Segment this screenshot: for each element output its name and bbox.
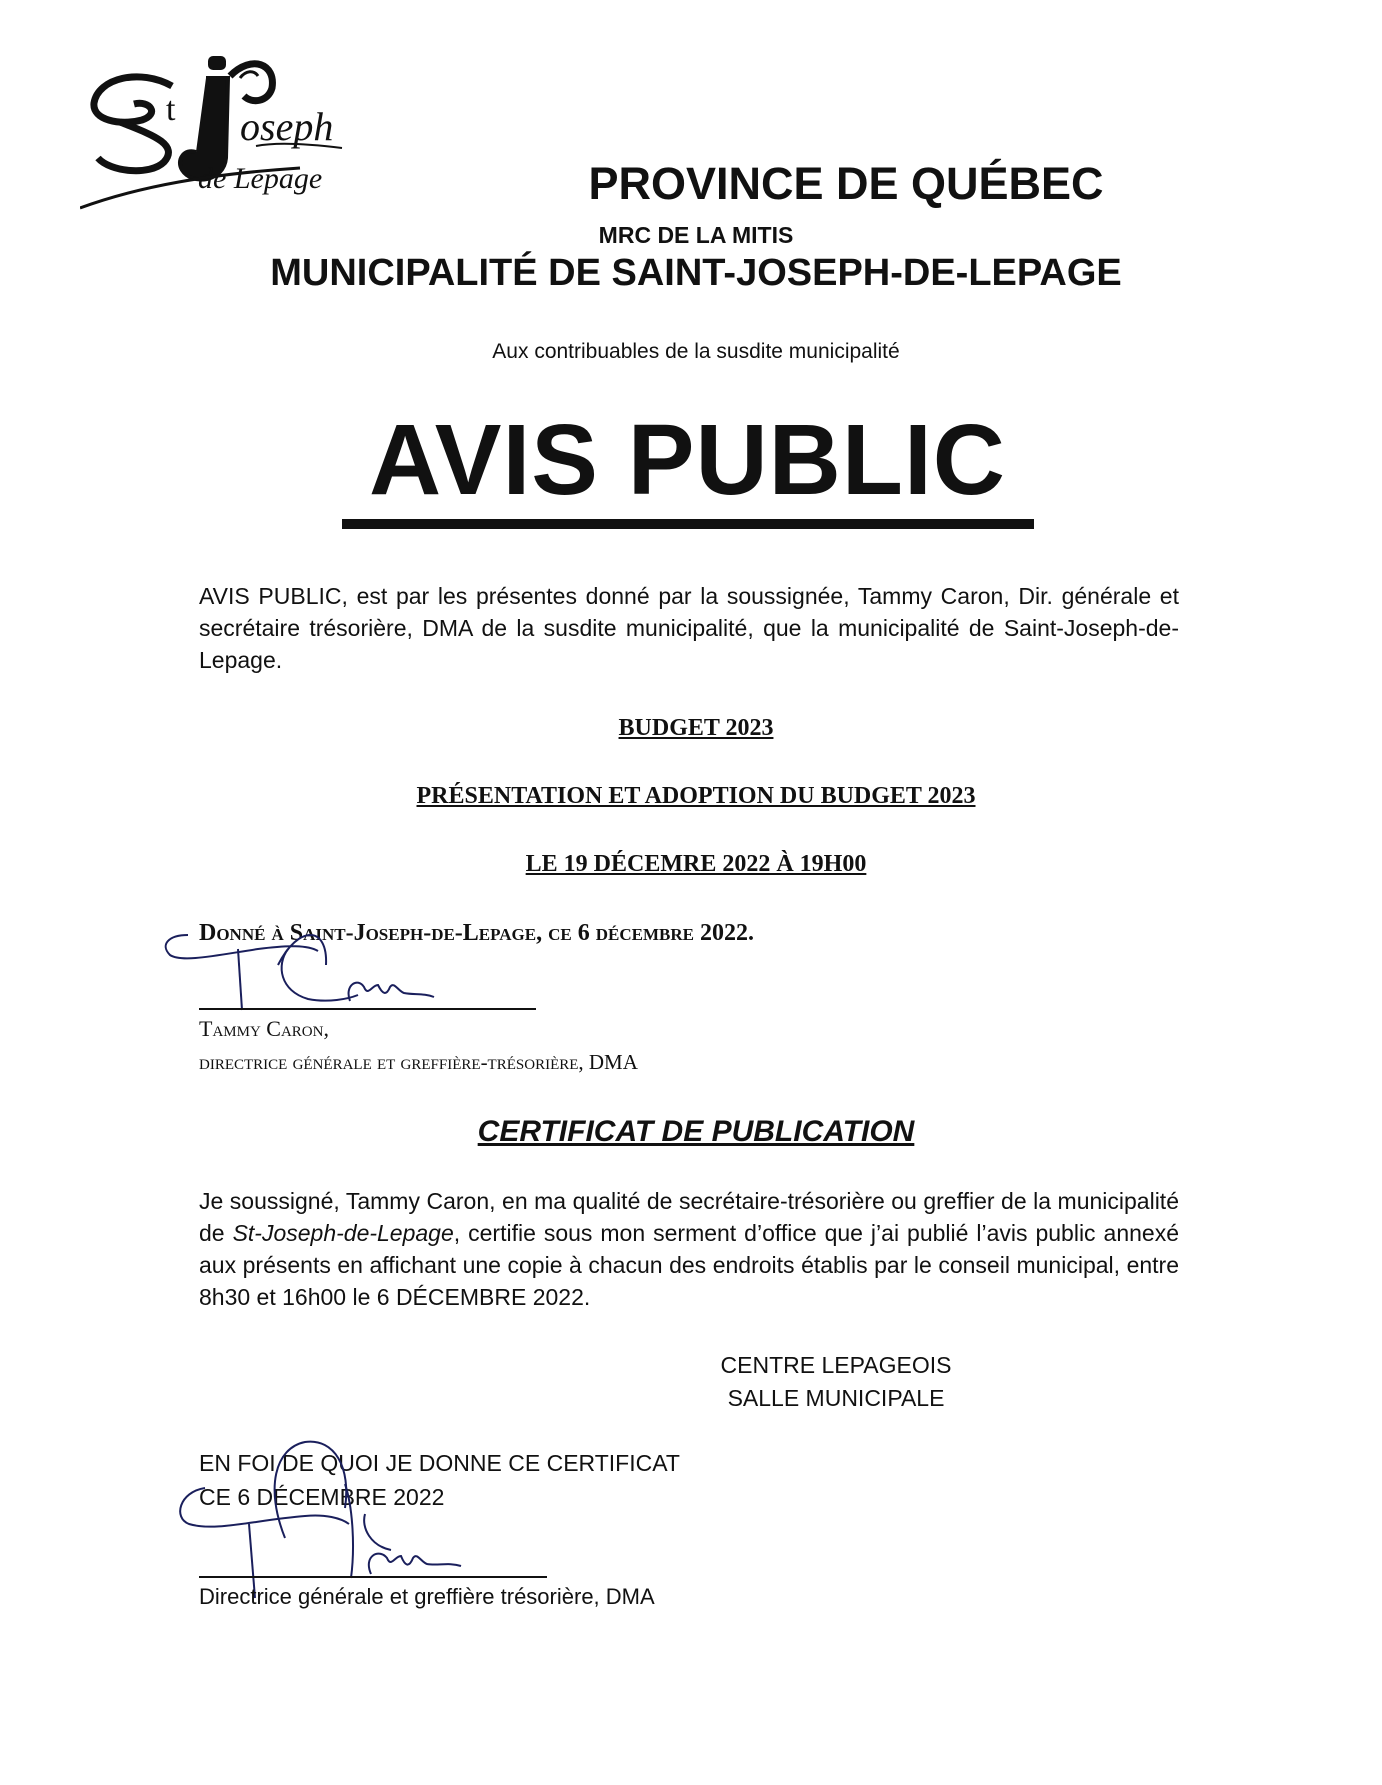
certificate-body [199,1185,1179,1313]
svg-text:t: t [166,91,176,128]
mrc-heading: MRC DE LA MITIS [598,222,794,248]
svg-text:oseph: oseph [240,104,334,149]
svg-text:de Lepage: de Lepage [198,162,323,195]
certificate-title: CERTIFICAT DE PUBLICATION [477,1115,915,1148]
attestation-line-1: EN FOI DE QUOI JE DONNE CE CERTIFICAT [199,1450,680,1476]
signatory-name: Tammy Caron, [199,1016,329,1041]
municipality-heading: MUNICIPALITÉ DE SAINT-JOSEPH-DE-LEPAGE [270,252,1122,294]
title-underline [342,519,1034,529]
notice-title: AVIS PUBLIC [369,404,1006,516]
signature-line-1 [199,1008,536,1010]
signature-line-2 [199,1576,547,1578]
certificate-body-part1: Je soussigné, Tammy Caron, en ma qualité de secrétaire-trésorière ou greffier de la municipalité de [199,1188,1179,1246]
province-heading: PROVINCE DE QUÉBEC [588,158,1104,209]
subject-presentation: PRÉSENTATION ET ADOPTION DU BUDGET 2023 [416,783,976,809]
given-at-line: Donné à Saint-Joseph-de-Lepage, ce 6 décembre 2022. [199,920,754,946]
attestation-line-2: CE 6 DÉCEMBRE 2022 [199,1484,445,1510]
subject-date: LE 19 DÉCEMRE 2022 À 19H00 [525,851,867,877]
location-salle: SALLE MUNICIPALE [727,1385,945,1411]
certificate-body-municipality: St-Joseph-de-Lepage [232,1220,454,1246]
location-centre: CENTRE LEPAGEOIS [720,1352,952,1378]
certificate-body-part2: , certifie sous mon serment d’office que j’ai publié l’avis public annexé aux présents en affichant une copie à chacun des endroits établis par le conseil municipal, entre 8h30 et 16h00 le 6 DÉCEMBRE 2022. [199,1220,1179,1310]
subject-budget: BUDGET 2023 [618,715,774,741]
notice-intro: AVIS PUBLIC, est par les présentes donné par la soussignée, Tammy Caron, Dir. générale et secrétaire trésorière, DMA de la susdite municipalité, que la municipalité de Saint-Joseph-de-Lepage. [199,583,1179,673]
signatory-title: directrice générale et greffière-trésorière, DMA [199,1050,638,1074]
addressee-line: Aux contribuables de la susdite municipalité [492,340,900,363]
certificate-signatory-title: Directrice générale et greffière trésorière, DMA [199,1584,655,1609]
